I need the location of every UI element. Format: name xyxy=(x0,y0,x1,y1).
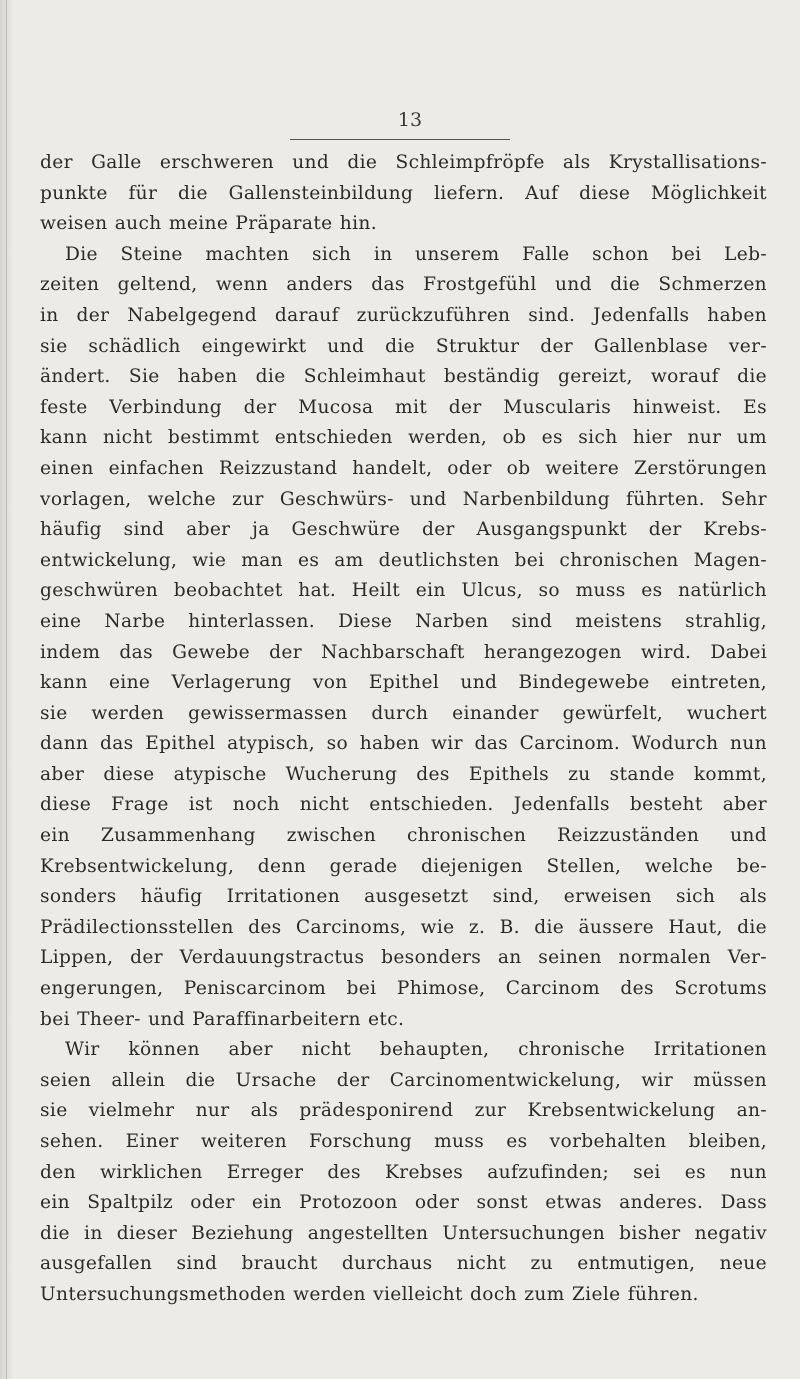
text-line: ein Spaltpilz oder ein Protozoon oder sonst etwas anderes. Dass xyxy=(40,1192,767,1214)
text-line: vorlagen, welche zur Geschwürs- und Narbenbildung führten. Sehr xyxy=(40,488,767,510)
text-line: kann nicht bestimmt entschieden werden, ob es sich hier nur um xyxy=(40,427,767,449)
text-line: sehen. Einer weiteren Forschung muss es vorbehalten bleiben, xyxy=(40,1131,767,1152)
text-line: dann das Epithel atypisch, so haben wir das Carcinom. Wodurch nun xyxy=(40,733,767,755)
text-line: Untersuchungsmethoden werden vielleicht doch zum Ziele führen. xyxy=(40,1283,699,1305)
text-line: seien allein die Ursache der Carcinomentwickelung, wir müssen xyxy=(40,1069,767,1091)
text-line: sie werden gewissermassen durch einander gewürfelt, wuchert xyxy=(40,702,767,724)
text-line: einen einfachen Reizzustand handelt, oder ob weitere Zerstörungen xyxy=(40,457,767,479)
text-line: engerungen, Peniscarcinom bei Phimose, Carcinom des Scrotums xyxy=(40,978,767,1000)
text-line: ausgefallen sind braucht durchaus nicht zu entmutigen, neue xyxy=(40,1253,767,1275)
text-line: ändert. Sie haben die Schleimhaut beständig gereizt, worauf die xyxy=(40,366,767,388)
text-line: bei Theer- und Paraffinarbeitern etc. xyxy=(40,1008,405,1030)
text-line: entwickelung, wie man es am deutlichsten bei chronischen Magen- xyxy=(40,549,767,571)
binding-shadow-line xyxy=(6,0,7,1379)
text-line: kann eine Verlagerung von Epithel und Bindegewebe eintreten, xyxy=(40,672,767,694)
text-line: indem das Gewebe der Nachbarschaft herangezogen wird. Dabei xyxy=(40,641,767,663)
text-line: aber diese atypische Wucherung des Epithels zu stande kommt, xyxy=(40,763,767,785)
body-text xyxy=(40,148,767,1311)
text-line: weisen auch meine Präparate hin. xyxy=(40,213,377,235)
header-rule xyxy=(290,139,510,140)
text-line: in der Nabelgegend darauf zurückzuführen sind. Jedenfalls haben xyxy=(40,304,767,326)
text-line: Lippen, der Verdauungstractus besonders an seinen normalen Ver- xyxy=(40,947,767,969)
text-line: Wir können aber nicht behaupten, chronische Irritationen xyxy=(65,1039,767,1061)
text-line: feste Verbindung der Mucosa mit der Muscularis hinweist. Es xyxy=(40,396,767,418)
text-line: ein Zusammenhang zwischen chronischen Reizzuständen und xyxy=(40,825,767,847)
text-line: sie schädlich eingewirkt und die Struktur der Gallenblase ver- xyxy=(40,335,767,357)
text-line: geschwüren beobachtet hat. Heilt ein Ulcus, so muss es natürlich xyxy=(40,580,767,602)
text-line: sie vielmehr nur als prädesponirend zur Krebsentwickelung an- xyxy=(40,1100,767,1122)
text-line: eine Narbe hinterlassen. Diese Narben sind meistens strahlig, xyxy=(40,610,767,632)
text-line: häufig sind aber ja Geschwüre der Ausgangspunkt der Krebs- xyxy=(40,519,767,541)
text-line: punkte für die Gallensteinbildung liefern. Auf diese Möglichkeit xyxy=(40,182,767,204)
binding-edge xyxy=(0,0,14,1379)
text-line: sonders häufig Irritationen ausgesetzt sind, erweisen sich als xyxy=(40,886,767,908)
text-line: Prädilectionsstellen des Carcinoms, wie z. B. die äussere Haut, die xyxy=(40,916,767,938)
text-line: Die Steine machten sich in unserem Falle schon bei Leb- xyxy=(65,243,767,265)
text-line: die in dieser Beziehung angestellten Untersuchungen bisher negativ xyxy=(40,1222,767,1244)
text-line: zeiten geltend, wenn anders das Frostgefühl und die Schmerzen xyxy=(40,274,767,296)
page-number: 13 xyxy=(397,109,423,131)
text-line: den wirklichen Erreger des Krebses aufzufinden; sei es nun xyxy=(40,1161,767,1183)
text-line: diese Frage ist noch nicht entschieden. Jedenfalls besteht aber xyxy=(40,794,767,816)
text-line: Krebsentwickelung, denn gerade diejenigen Stellen, welche be- xyxy=(40,855,767,877)
text-line: der Galle erschweren und die Schleimpfröpfe als Krystallisations- xyxy=(40,152,767,173)
